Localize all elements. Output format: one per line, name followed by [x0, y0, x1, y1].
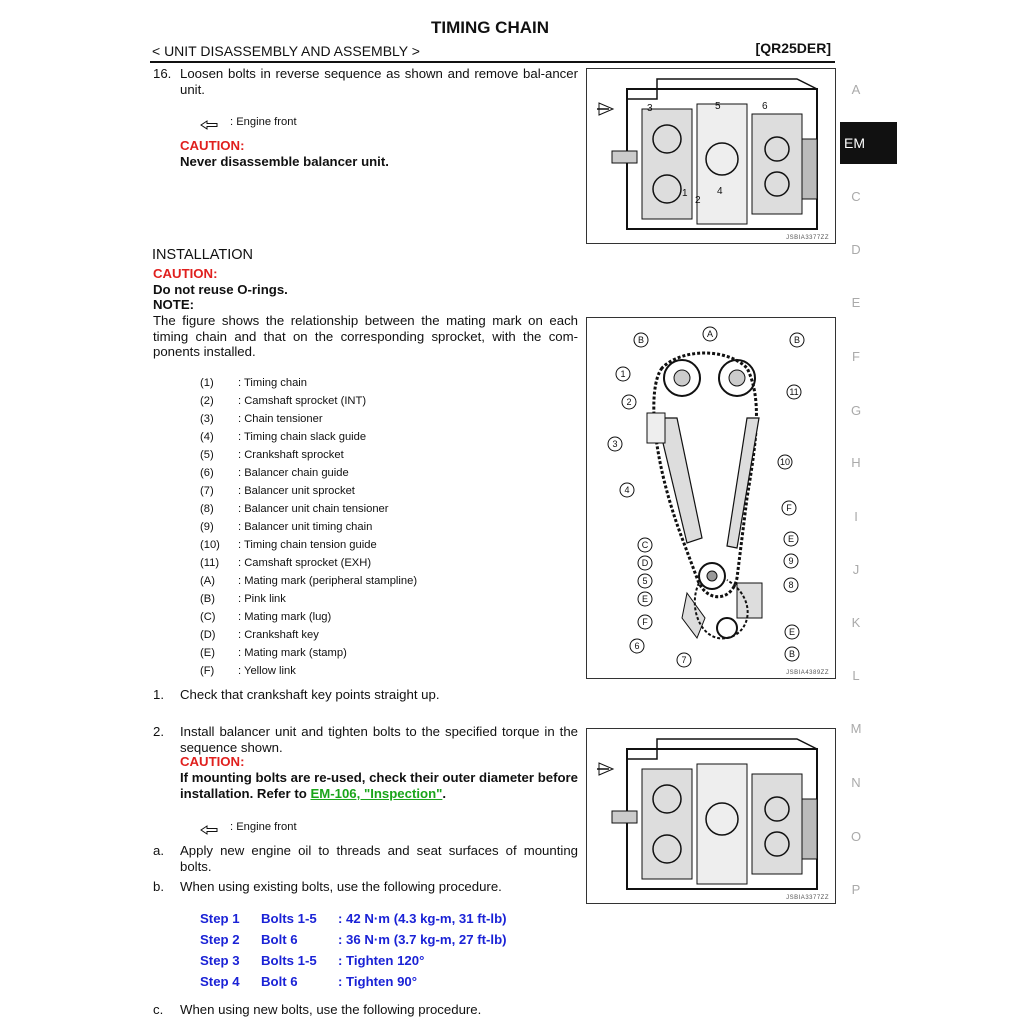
svg-text:A: A [706, 329, 714, 339]
step2-caution-text: If mounting bolts are re-used, check their outer diameter before installation. Refer to EM-106, "Inspection". [180, 770, 578, 801]
side-tab-f[interactable]: F [852, 349, 860, 364]
installation-caution-label: CAUTION: [153, 266, 218, 281]
legend-label: : Mating mark (peripheral stampline) [238, 575, 418, 587]
callout-11 [787, 385, 801, 399]
note-text: The figure shows the relationship between the mating mark on each timing chain and that on the corresponding sprocket, with the com-ponents installed. [153, 313, 578, 359]
svg-text:9: 9 [788, 556, 794, 566]
torque-value: : Tighten 90° [338, 974, 418, 989]
callout-5 [638, 574, 652, 588]
svg-text:1: 1 [620, 369, 626, 379]
callout-1 [616, 367, 630, 381]
side-tab-h[interactable]: H [851, 455, 861, 470]
substep-a-letter: a. [153, 843, 164, 858]
legend-key: (D) [200, 629, 216, 641]
timing-chain-figure [586, 317, 836, 679]
side-tab-k[interactable]: K [851, 615, 861, 630]
torque-value: : Tighten 120° [338, 953, 425, 968]
legend-key: (8) [200, 503, 214, 515]
side-tab-n[interactable]: N [851, 775, 861, 790]
substep-b-letter: b. [153, 879, 164, 894]
svg-text:3: 3 [612, 439, 618, 449]
callout-7 [677, 653, 691, 667]
note-label: NOTE: [153, 297, 195, 312]
legend-label: : Yellow link [238, 665, 296, 677]
callout-b [790, 333, 804, 347]
figure-id: JSBIA3377ZZ [786, 235, 829, 241]
engine-front-label: : Engine front [230, 821, 297, 833]
substep-b-text: When using existing bolts, use the following procedure. [180, 879, 502, 894]
substep-c-text: When using new bolts, use the following procedure. [180, 1002, 482, 1017]
legend-label: : Timing chain [238, 377, 308, 389]
legend-key: (B) [200, 593, 215, 605]
step1-number: 1. [153, 687, 164, 702]
legend-key: (2) [200, 395, 214, 407]
legend-key: (5) [200, 449, 214, 461]
installation-caution-text: Do not reuse O-rings. [153, 282, 288, 297]
legend-key: (F) [200, 665, 215, 677]
svg-text:E: E [787, 534, 795, 544]
legend-label: : Camshaft sprocket (EXH) [238, 557, 372, 569]
callout-10 [778, 455, 792, 469]
legend-key: (A) [200, 575, 215, 587]
side-tab-a[interactable]: A [851, 82, 861, 97]
callout-4 [620, 483, 634, 497]
legend-key: (C) [200, 611, 216, 623]
legend-key: (6) [200, 467, 214, 479]
torque-step: Step 1 [200, 911, 240, 926]
side-tab-g[interactable]: G [850, 403, 862, 418]
engine-front-label: : Engine front [230, 116, 297, 128]
fig1-number: 3 [647, 103, 653, 114]
legend-label: : Balancer unit sprocket [238, 485, 355, 497]
legend-key: (9) [200, 521, 214, 533]
callout-e [638, 592, 652, 606]
callout-b [634, 333, 648, 347]
side-tab-d[interactable]: D [851, 242, 861, 257]
callout-f [638, 615, 652, 629]
legend-label: : Crankshaft sprocket [238, 449, 344, 461]
legend-label: : Camshaft sprocket (INT) [238, 395, 367, 407]
legend-label: : Balancer unit chain tensioner [238, 503, 389, 515]
side-tab-m[interactable]: M [850, 721, 862, 736]
svg-text:C: C [641, 540, 649, 550]
legend-label: : Timing chain tension guide [238, 539, 377, 551]
side-tab-e[interactable]: E [851, 295, 861, 310]
callout-b [785, 647, 799, 661]
step16-text: Loosen bolts in reverse sequence as shown and remove bal-ancer unit. [180, 66, 578, 97]
legend-label: : Chain tensioner [238, 413, 323, 425]
torque-bolts: Bolts 1-5 [261, 911, 317, 926]
torque-bolts: Bolts 1-5 [261, 953, 317, 968]
legend-label: : Mating mark (stamp) [238, 647, 347, 659]
step2-number: 2. [153, 724, 164, 739]
step16-number: 16. [153, 66, 172, 81]
legend-label: : Crankshaft key [238, 629, 319, 641]
figure-id: JSBIA3377ZZ [786, 895, 829, 901]
svg-text:F: F [786, 503, 792, 513]
fig1-number: 4 [717, 186, 723, 197]
engine-code: [QR25DER] [755, 40, 831, 56]
section-title: < UNIT DISASSEMBLY AND ASSEMBLY > [152, 43, 420, 59]
svg-text:F: F [642, 617, 648, 627]
engine-front-arrow-icon [200, 822, 218, 840]
legend-label: : Mating mark (lug) [238, 611, 332, 623]
fig1-number: 6 [762, 101, 768, 112]
legend-label: : Timing chain slack guide [238, 431, 367, 443]
fig1-number: 2 [695, 195, 701, 206]
torque-bolts: Bolt 6 [261, 932, 298, 947]
legend-key: (3) [200, 413, 214, 425]
svg-text:10: 10 [779, 457, 791, 467]
caution-text: Never disassemble balancer unit. [180, 154, 389, 169]
fig1-number: 1 [682, 188, 688, 199]
legend-label: : Balancer chain guide [238, 467, 349, 479]
svg-text:B: B [788, 649, 796, 659]
substep-a-text: Apply new engine oil to threads and seat surfaces of mounting bolts. [180, 843, 578, 874]
torque-bolts: Bolt 6 [261, 974, 298, 989]
torque-step: Step 4 [200, 974, 240, 989]
callout-8 [784, 578, 798, 592]
torque-step: Step 2 [200, 932, 240, 947]
side-tab-l[interactable]: L [852, 668, 860, 683]
svg-text:4: 4 [624, 485, 630, 495]
callout-2 [622, 395, 636, 409]
callout-6 [630, 639, 644, 653]
step2-caution-body: If mounting bolts are re-used, check their outer diameter before installation. Refer to [180, 770, 578, 801]
side-tab-p[interactable]: P [851, 882, 861, 897]
callout-9 [784, 554, 798, 568]
legend-label: : Pink link [238, 593, 286, 605]
torque-value: : 36 N·m (3.7 kg-m, 27 ft-lb) [338, 932, 507, 947]
torque-step: Step 3 [200, 953, 240, 968]
svg-text:7: 7 [681, 655, 687, 665]
callout-f [782, 501, 796, 515]
page-title: TIMING CHAIN [430, 18, 550, 37]
callout-e [785, 625, 799, 639]
legend-key: (4) [200, 431, 214, 443]
substep-c-letter: c. [153, 1002, 164, 1017]
legend-key: (7) [200, 485, 214, 497]
svg-text:6: 6 [634, 641, 640, 651]
legend-label: : Balancer unit timing chain [238, 521, 373, 533]
step2-text: Install balancer unit and tighten bolts to the specified torque in the sequence shown. [180, 724, 578, 755]
side-tab-c[interactable]: C [851, 189, 861, 204]
callout-3 [608, 437, 622, 451]
figure-id: JSBIA4389ZZ [786, 670, 829, 676]
svg-text:E: E [641, 594, 649, 604]
legend-key: (E) [200, 647, 215, 659]
balancer-bolt-figure [586, 68, 836, 244]
installation-heading: INSTALLATION [152, 247, 253, 263]
side-tab-o[interactable]: O [850, 829, 862, 844]
caution-label: CAUTION: [180, 138, 245, 153]
callout-e [784, 532, 798, 546]
callout-a [703, 327, 717, 341]
side-tab-j[interactable]: J [852, 562, 860, 577]
svg-text:2: 2 [626, 397, 632, 407]
svg-text:D: D [641, 558, 649, 568]
engine-front-arrow-icon [200, 117, 218, 135]
torque-value: : 42 N·m (4.3 kg-m, 31 ft-lb) [338, 911, 507, 926]
callout-c [638, 538, 652, 552]
legend-key: (1) [200, 377, 214, 389]
svg-text:8: 8 [788, 580, 794, 590]
side-tab-i[interactable]: I [854, 509, 858, 524]
step1-text: Check that crankshaft key points straight up. [180, 687, 440, 702]
callout-d [638, 556, 652, 570]
svg-text:11: 11 [789, 387, 799, 397]
svg-text:E: E [788, 627, 796, 637]
header-rule [150, 61, 835, 63]
step2-caution-label: CAUTION: [180, 754, 245, 769]
inspection-link[interactable]: EM-106, "Inspection" [310, 785, 443, 801]
fig1-number: 5 [715, 101, 721, 112]
legend-key: (10) [200, 539, 220, 551]
balancer-torque-figure [586, 728, 836, 904]
legend-key: (11) [200, 557, 220, 569]
side-tab-em[interactable]: EM [840, 122, 897, 164]
svg-text:B: B [793, 335, 801, 345]
svg-text:5: 5 [642, 576, 648, 586]
svg-text:B: B [637, 335, 645, 345]
